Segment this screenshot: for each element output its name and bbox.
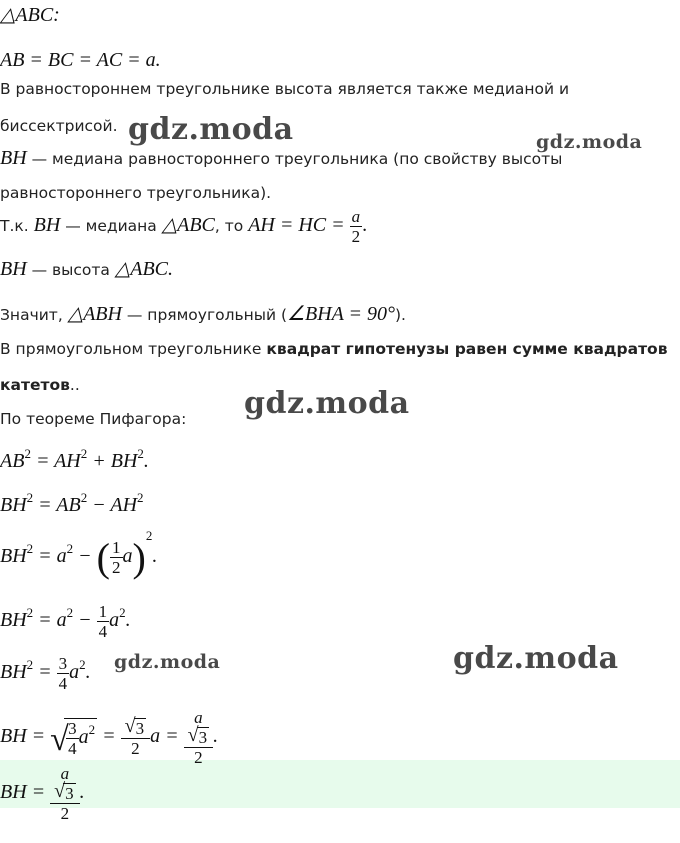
paragraph-line: биссектрисой. [0, 117, 118, 135]
abc-symbol: △ABC [161, 214, 215, 236]
fraction-three-quarters: $\frac{3}{4}$ [58, 654, 68, 693]
equation-6: BH = √ $\frac{3}{4}$ $a^2$ = √ 3 2 a = a √ 3 2 . [0, 708, 219, 767]
final-result: BH = a √ 3 2 . [0, 764, 85, 823]
frac-num: a [351, 207, 361, 226]
paragraph-line: — медиана равностороннего треугольника (по свойству высоты [26, 150, 563, 168]
fraction-a-sqrt3-2: a √ 3 2 [184, 708, 214, 767]
pythagoras-intro: По теореме Пифагора: [0, 410, 187, 428]
equation-3: $BH^2 = a^2$ − ( $\frac{1}{2}$ a)$^2$. [0, 528, 158, 580]
tk-end: . [362, 214, 368, 236]
result-highlight [0, 760, 680, 808]
z-end: ). [395, 306, 406, 324]
bh-symbol: BH [33, 214, 61, 236]
height-text: — высота [26, 261, 115, 279]
paragraph-line: В равностороннем треугольнике высота является также медианой и [0, 80, 570, 98]
sqrt-expression: √ $\frac{3}{4}$ $a^2$ [50, 718, 96, 758]
fraction-half: $\frac{1}{2}$ [112, 538, 121, 577]
z-prefix: Значит, [0, 306, 68, 324]
rule-end: .. [69, 376, 80, 394]
equation-1: $AB^2 = AH^2 + BH^2$. [0, 446, 149, 472]
rule-bold: катетов [0, 376, 70, 394]
equation-5: $BH^2$ = $\frac{3}{4}$ $a^2$. [0, 654, 91, 693]
watermark: gdz.moda [114, 651, 221, 673]
fraction-sqrt3-2: √ 3 2 [121, 718, 151, 758]
bh-symbol: BH [0, 147, 27, 169]
rule-bold: квадрат гипотенузы равен сумме квадратов [266, 340, 668, 358]
equation-2: $BH^2 = AB^2 - AH^2$ [0, 490, 144, 516]
frac-den: 2 [351, 227, 361, 246]
equation-4: $BH^2 = a^2$ − $\frac{1}{4}$ $a^2$. [0, 602, 131, 641]
rule-line [0, 340, 668, 358]
tk-mid: — медиана [60, 217, 162, 235]
tk-statement [0, 207, 367, 246]
triangle-label: △ABC: [0, 4, 60, 26]
height-statement [0, 256, 173, 281]
watermark: gdz.moda [536, 131, 643, 153]
paragraph-line: равностороннего треугольника). [0, 184, 272, 202]
tk-prefix: Т.к. [0, 217, 34, 235]
abh-symbol: △ABH [67, 303, 122, 325]
median-statement [0, 147, 562, 170]
fraction-quarter: $\frac{1}{4}$ [98, 602, 108, 641]
abc-symbol: △ABC. [114, 258, 174, 280]
sides-equality: AB = BC = AC = a. [0, 49, 161, 71]
tk-to: , то [214, 217, 249, 235]
angle-eq: ∠BHA = 90° [287, 303, 395, 325]
watermark: gdz.moda [128, 112, 294, 147]
rule-text: В прямоугольном треугольнике [0, 340, 267, 358]
z-text: — прямоугольный ( [121, 306, 288, 324]
rule-line-2 [0, 376, 80, 394]
watermark: gdz.moda [453, 641, 619, 676]
watermark: gdz.moda [244, 386, 410, 421]
bh-symbol: BH [0, 258, 27, 280]
fraction-a-2 [350, 207, 363, 246]
ah-hc-eq: AH = HC = [248, 214, 350, 236]
fraction-result: a √ 3 2 [50, 764, 80, 823]
right-triangle-statement [0, 301, 406, 326]
